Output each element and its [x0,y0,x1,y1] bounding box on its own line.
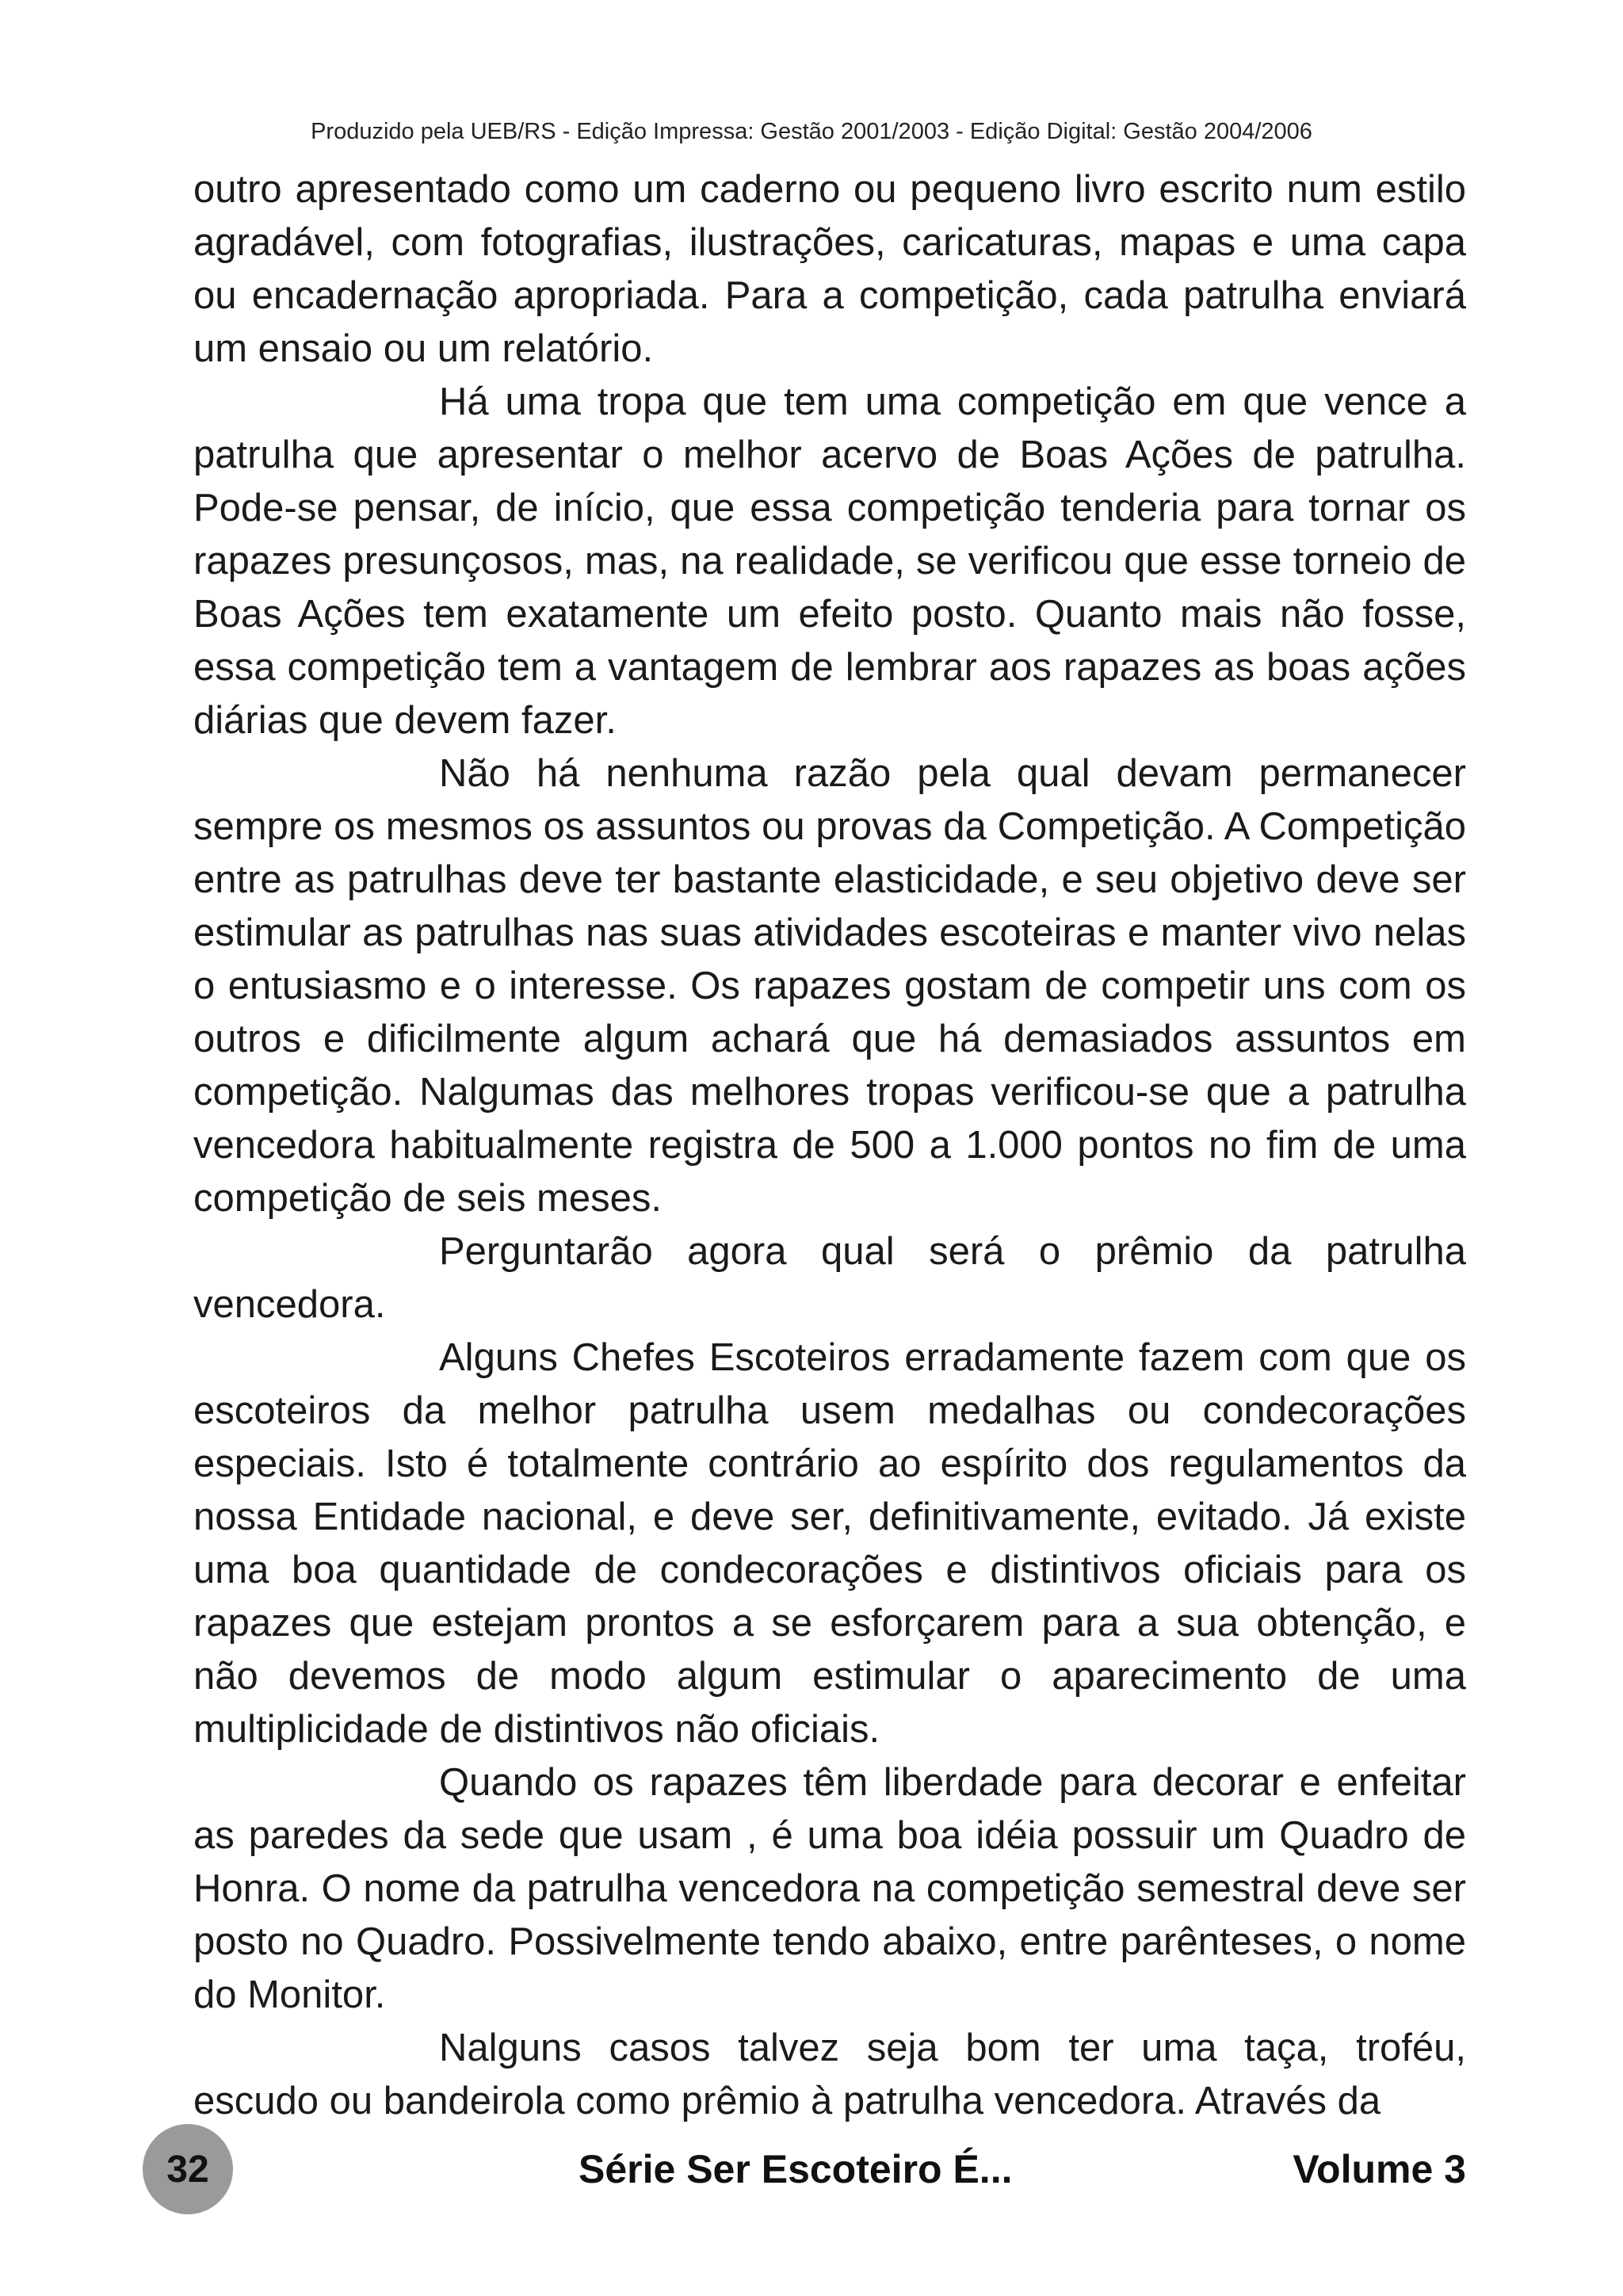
paragraph: Há uma tropa que tem uma competição em que vence a patrulha que apresentar o melhor acervo de Boas Ações de patrulha. Pode-se pensar, de início, que essa competição tenderia para tornar os rapazes presunçosos, mas, na realidade, se verificou que esse torneio de Boas Ações tem exatamente um efeito posto. Quanto mais não fosse, essa competição tem a vantagem de lembrar aos rapazes as boas ações diárias que devem fazer. [193,380,1466,742]
body-text [193,163,1466,2128]
page-header: Produzido pela UEB/RS - Edição Impressa: Gestão 2001/2003 - Edição Digital: Gestão 2004/2006 [311,119,1312,144]
paragraph: Quando os rapazes têm liberdade para decorar e enfeitar as paredes da sede que usam , é uma boa idéia possuir um Quadro de Honra. O nome da patrulha vencedora na competição semestral deve ser posto no Quadro. Possivelmente tendo abaixo, entre parênteses, o nome do Monitor. [193,1761,1466,2016]
paragraph-continuation: outro apresentado como um caderno ou pequeno livro escrito num estilo agradável, com fotografias, ilustrações, caricaturas, mapas e uma capa ou encadernação apropriada. Para a competição, cada patrulha enviará um ensaio ou um relatório. [193,168,1466,370]
paragraph: Perguntarão agora qual será o prêmio da patrulha vencedora. [193,1230,1466,1326]
paragraph: Nalguns casos talvez seja bom ter uma taça, troféu, escudo ou bandeirola como prêmio à patrulha vencedora. Através da [193,2027,1466,2122]
paragraph: Alguns Chefes Escoteiros erradamente fazem com que os escoteiros da melhor patrulha usem medalhas ou condecorações especiais. Isto é totalmente contrário ao espírito dos regulamentos da nossa Entidade nacional, e deve ser, definitivamente, evitado. Já existe uma boa quantidade de condecorações e distintivos oficiais para os rapazes que estejam prontos a se esforçarem para a sua obtenção, e não devemos de modo algum estimular o aparecimento de uma multiplicidade de distintivos não oficiais. [193,1336,1466,1751]
paragraph: Não há nenhuma razão pela qual devam permanecer sempre os mesmos os assuntos ou provas da Competição. A Competição entre as patrulhas deve ter bastante elasticidade, e seu objetivo deve ser estimular as patrulhas nas suas atividades escoteiras e manter vivo nelas o entusiasmo e o interesse. Os rapazes gostam de competir uns com os outros e dificilmente algum achará que há demasiados assuntos em competição. Nalgumas das melhores tropas verificou-se que a patrulha vencedora habitualmente registra de 500 a 1.000 pontos no fim de uma competição de seis meses. [193,752,1466,1220]
series-title: Série Ser Escoteiro É... [579,2147,1013,2191]
volume-label: Volume 3 [1293,2147,1466,2191]
page-number-badge: 32 [143,2124,233,2214]
page-footer [0,2124,1623,2235]
